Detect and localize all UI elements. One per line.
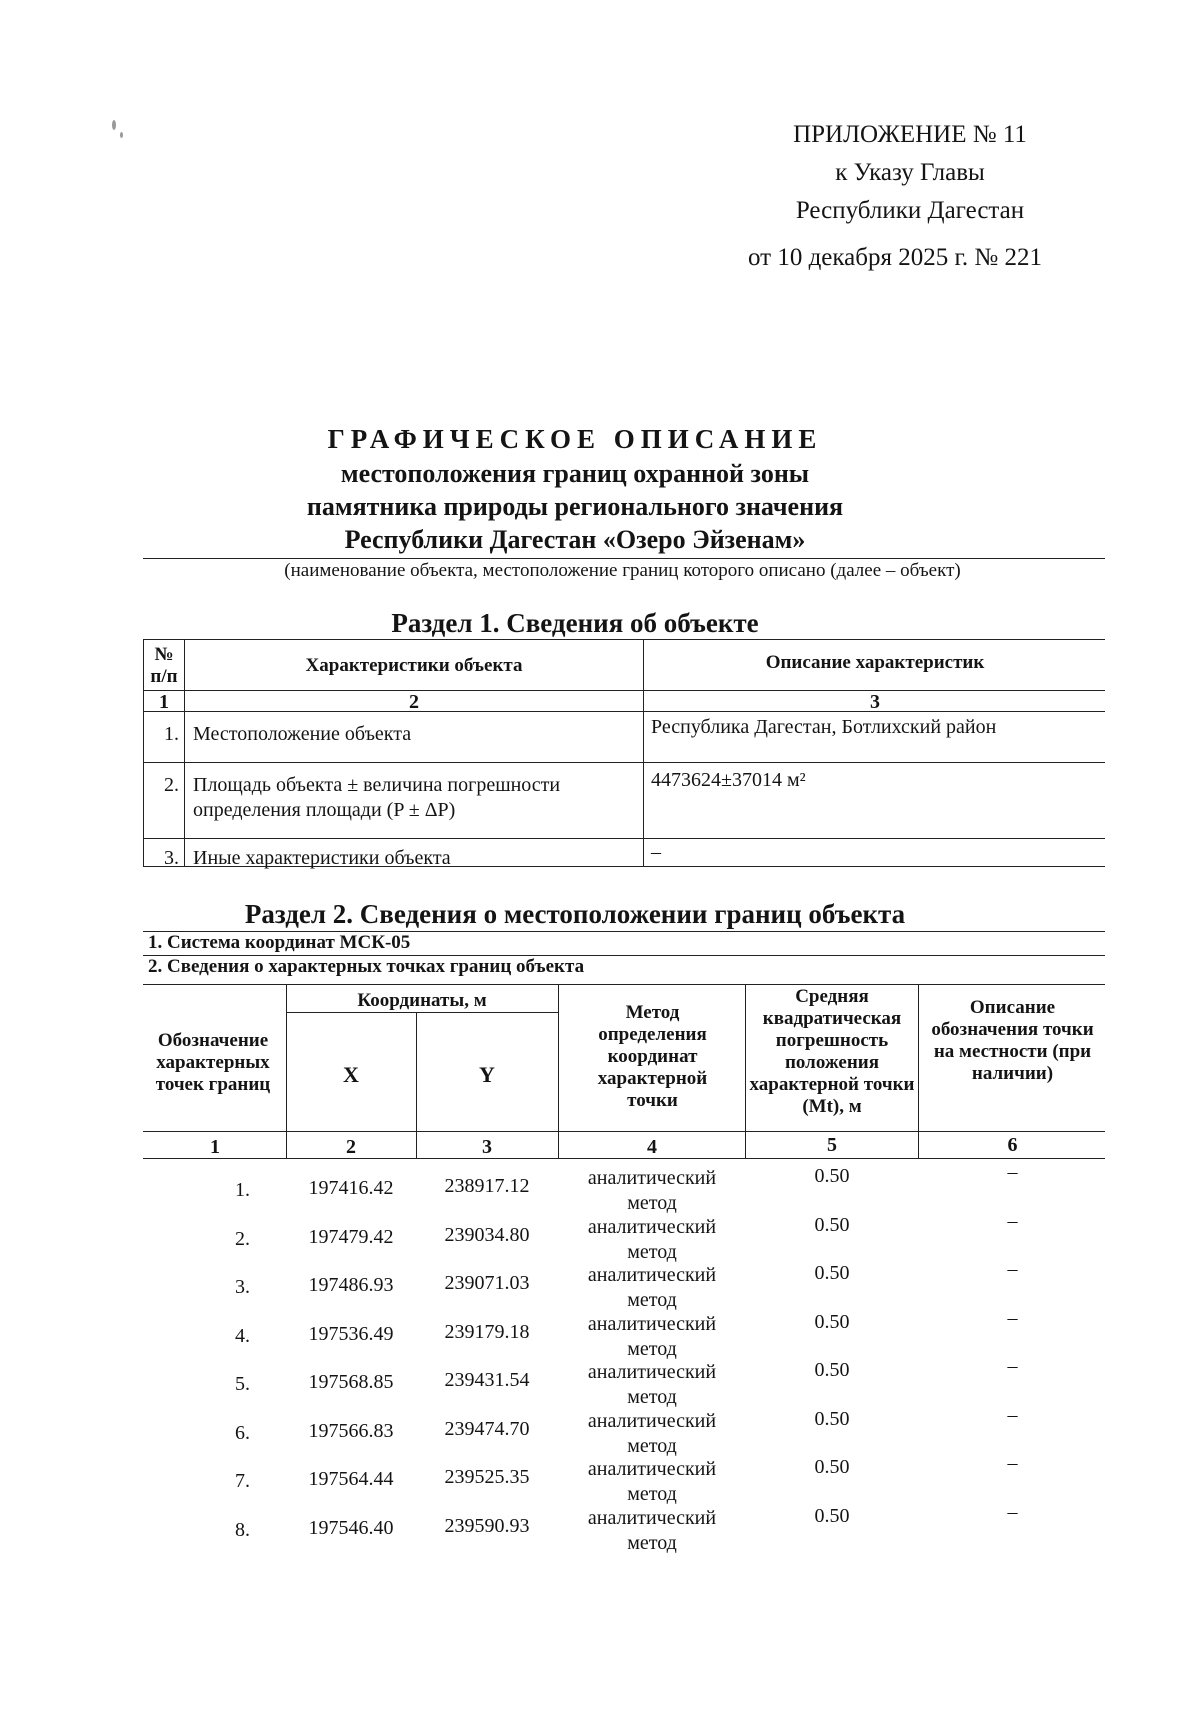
table-rule xyxy=(286,984,287,1158)
coordinate-system: 1. Система координат МСК-05 xyxy=(148,932,411,953)
heading-line-2: памятника природы регионального значения xyxy=(306,492,844,521)
table-rule xyxy=(918,984,919,1158)
point-x: 197568.85 xyxy=(308,1371,394,1393)
appendix-republic: Республики Дагестан xyxy=(795,197,1025,224)
point-method: аналитический метод xyxy=(587,1409,717,1457)
scan-speck xyxy=(120,132,123,138)
heading-line-3: Республики Дагестан «Озеро Эйзенам» xyxy=(344,525,806,554)
point-y: 239525.35 xyxy=(444,1466,530,1488)
table-rule xyxy=(143,1131,1105,1132)
point-error: 0.50 xyxy=(814,1262,850,1284)
heading-line-1: местоположения границ охранной зоны xyxy=(340,459,810,488)
section2-title: Раздел 2. Сведения о местоположении границ объекта xyxy=(244,899,906,929)
col-number: 1 xyxy=(159,691,169,713)
point-method: аналитический метод xyxy=(587,1264,717,1311)
point-method: аналитический метод xyxy=(587,1215,717,1263)
col-header-characteristics: Характеристики объекта xyxy=(305,655,523,676)
point-error: 0.50 xyxy=(814,1456,850,1478)
point-method: аналитический метод xyxy=(587,1458,717,1505)
col-number: 2 xyxy=(346,1136,356,1158)
point-number: 5. xyxy=(235,1373,250,1395)
section1-title: Раздел 1. Сведения об объекте xyxy=(391,608,759,638)
appendix-block xyxy=(720,112,1100,279)
table-rule xyxy=(416,1012,417,1158)
row-value: Республика Дагестан, Ботлихский район xyxy=(651,716,997,738)
document-title: ГРАФИЧЕСКОЕ ОПИСАНИЕ xyxy=(327,424,823,454)
point-y: 238917.12 xyxy=(444,1175,530,1197)
col-number: 3 xyxy=(870,691,880,713)
col-number: 2 xyxy=(409,691,419,713)
point-x: 197546.40 xyxy=(308,1516,394,1539)
point-method: аналитический метод xyxy=(587,1361,717,1408)
point-description: – xyxy=(1007,1209,1018,1232)
col-number: 3 xyxy=(482,1136,492,1158)
point-number: 4. xyxy=(235,1324,250,1347)
point-x: 197536.49 xyxy=(308,1322,394,1345)
point-error: 0.50 xyxy=(814,1213,850,1236)
point-method: аналитический метод xyxy=(587,1506,717,1554)
point-error: 0.50 xyxy=(814,1504,850,1527)
point-y: 239590.93 xyxy=(444,1514,530,1537)
point-description: – xyxy=(1007,1355,1018,1377)
col-number: 1 xyxy=(210,1136,220,1158)
row-number: 2. xyxy=(164,774,179,796)
point-error: 0.50 xyxy=(814,1310,850,1333)
col-header-y: Y xyxy=(479,1062,495,1087)
col-header-method: Метод определения координат характерной точки xyxy=(597,1002,708,1111)
col-header-designation: Обозначение характерных точек границ xyxy=(155,1030,271,1095)
col-header-description: Описание обозначения точки на местности (при наличии) xyxy=(931,997,1094,1084)
point-x: 197416.42 xyxy=(308,1177,394,1199)
point-number: 1. xyxy=(235,1179,250,1201)
row-characteristic: Иные характеристики объекта xyxy=(193,847,451,869)
row-characteristic: Местоположение объекта xyxy=(193,723,412,745)
appendix-date: от 10 декабря 2025 г. № 221 xyxy=(747,244,1043,271)
col-header-x: X xyxy=(343,1062,359,1087)
point-error: 0.50 xyxy=(814,1165,850,1187)
col-header-coordinates: Координаты, м xyxy=(357,990,487,1011)
table-rule xyxy=(745,984,746,1158)
col-header-description: Описание характеристик xyxy=(765,652,985,673)
table-rule xyxy=(143,639,144,866)
point-x: 197486.93 xyxy=(308,1274,394,1296)
point-x: 197564.44 xyxy=(308,1468,394,1490)
col-header-error: Средняя квадратическая погрешность положения характерной точки (Mt), м xyxy=(749,986,915,1117)
points-section-title: 2. Сведения о характерных точках границ объекта xyxy=(148,956,585,977)
point-number: 3. xyxy=(235,1276,250,1298)
table-rule xyxy=(143,838,1105,839)
heading-caption: (наименование объекта, местоположение границ которого описано (далее – объект) xyxy=(284,560,961,581)
row-number: 1. xyxy=(164,723,179,745)
col-header-number: № п/п xyxy=(150,644,178,687)
scan-speck xyxy=(112,120,116,130)
appendix-decree: к Указу Главы xyxy=(835,159,985,186)
point-description: – xyxy=(1007,1452,1018,1474)
point-error: 0.50 xyxy=(814,1359,850,1381)
table-rule xyxy=(143,639,1105,640)
point-y: 239474.70 xyxy=(444,1417,530,1440)
point-error: 0.50 xyxy=(814,1407,850,1430)
row-number: 3. xyxy=(164,847,179,869)
table-rule xyxy=(143,984,1105,985)
heading-rule xyxy=(143,558,1105,559)
point-x: 197566.83 xyxy=(308,1419,394,1442)
col-number: 4 xyxy=(647,1136,657,1158)
col-number: 5 xyxy=(827,1134,837,1156)
point-method: аналитический метод xyxy=(587,1312,717,1360)
table-rule xyxy=(143,762,1105,763)
row-value: 4473624±37014 м² xyxy=(651,769,806,791)
point-number: 6. xyxy=(235,1421,250,1444)
point-description: – xyxy=(1007,1258,1018,1280)
table-rule xyxy=(184,639,185,866)
point-y: 239179.18 xyxy=(444,1320,530,1343)
table-rule xyxy=(558,984,559,1158)
table-rule xyxy=(143,1158,1105,1159)
point-number: 7. xyxy=(235,1470,250,1492)
point-y: 239431.54 xyxy=(444,1369,530,1391)
point-y: 239071.03 xyxy=(444,1272,530,1294)
table-rule xyxy=(286,1012,558,1013)
point-description: – xyxy=(1007,1500,1018,1523)
point-number: 8. xyxy=(235,1518,250,1541)
point-description: – xyxy=(1007,1306,1018,1329)
point-y: 239034.80 xyxy=(444,1223,530,1246)
point-number: 2. xyxy=(235,1227,250,1250)
row-value: – xyxy=(651,841,661,863)
point-description: – xyxy=(1007,1403,1018,1426)
point-x: 197479.42 xyxy=(308,1225,394,1248)
row-characteristic: Площадь объекта ± величина погрешности определения площади (P ± ΔP) xyxy=(193,774,561,821)
table-rule xyxy=(643,639,644,866)
point-description: – xyxy=(1007,1161,1018,1183)
appendix-number: ПРИЛОЖЕНИЕ № 11 xyxy=(793,121,1027,148)
point-method: аналитический метод xyxy=(587,1167,717,1214)
col-number: 6 xyxy=(1007,1134,1018,1156)
